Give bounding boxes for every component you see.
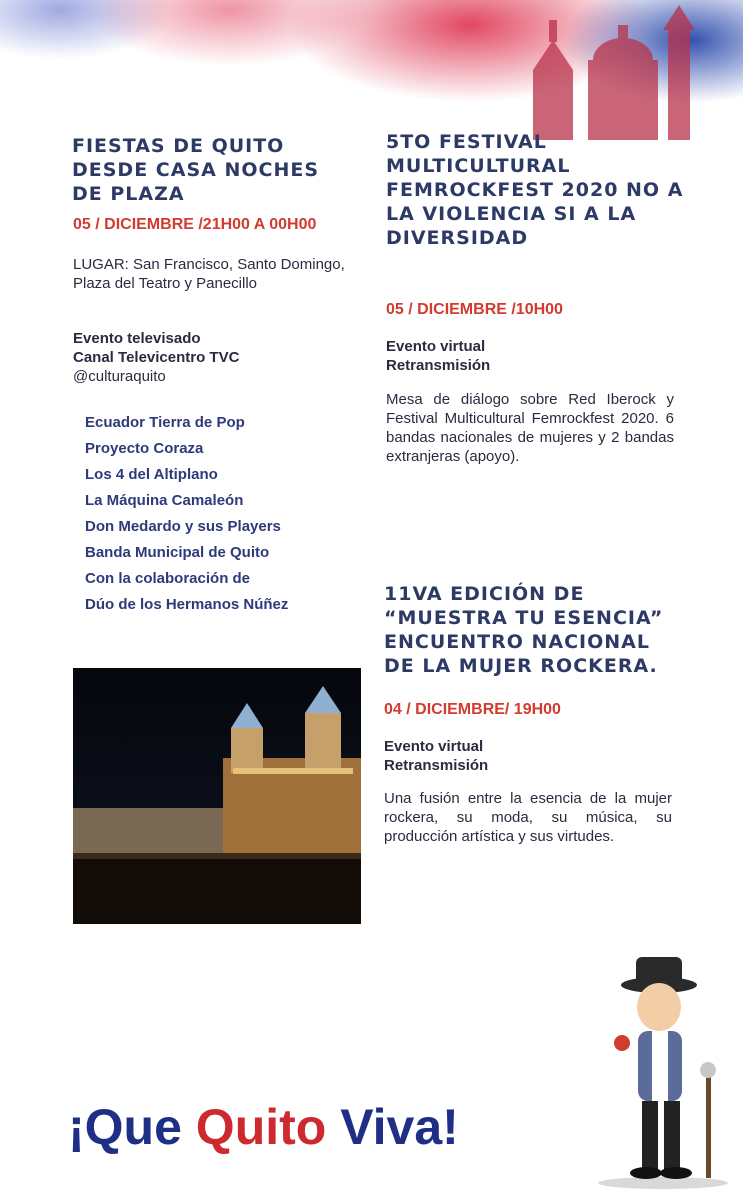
right-event-1-mode <box>386 337 490 375</box>
mode-line: Retransmisión <box>386 357 491 374</box>
night-church-photo <box>73 668 361 924</box>
slogan-highlight: Quito <box>195 1099 327 1155</box>
lineup-item: Ecuador Tierra de Pop <box>85 414 245 431</box>
lineup-item: Con la colaboración de <box>85 570 251 587</box>
lineup-item: Banda Municipal de Quito <box>85 544 270 561</box>
right-event-2-mode <box>384 737 488 775</box>
broadcast-line: Evento televisado <box>73 330 201 347</box>
left-event-title: FIESTAS DE QUITO DESDE CASA NOCHES DE PLAZA <box>72 135 320 205</box>
right-event-2-description: Una fusión entre la esencia de la mujer rockera, su moda, su música, su producción artística y sus virtudes. <box>384 790 672 845</box>
mode-line: Evento virtual <box>384 738 484 755</box>
left-event-broadcast <box>73 329 239 386</box>
broadcast-line: Canal Televicentro TVC <box>73 349 240 366</box>
lineup-item: Proyecto Coraza <box>85 440 204 457</box>
broadcast-line: @culturaquito <box>73 368 166 385</box>
lineup-item: La Máquina Camaleón <box>85 492 244 509</box>
church-skyline-illustration <box>493 0 743 150</box>
right-event-1-date: 05 / DICIEMBRE /10H00 <box>386 301 563 318</box>
mode-line: Retransmisión <box>384 757 489 774</box>
lineup-list <box>85 410 288 618</box>
mode-line: Evento virtual <box>386 338 486 355</box>
lineup-item: Dúo de los Hermanos Núñez <box>85 596 289 613</box>
right-event-2-date: 04 / DICIEMBRE/ 19H00 <box>384 701 561 718</box>
lineup-item: Don Medardo y sus Players <box>85 518 281 535</box>
right-event-1-title: 5TO FESTIVAL MULTICULTURAL FEMROCKFEST 2020 NO A LA VIOLENCIA SI A LA DIVERSIDAD <box>386 131 684 249</box>
right-event-1-description: Mesa de diálogo sobre Red Iberock y Festival Multicultural Femrockfest 2020. 6 bandas nacionales de mujeres y 2 bandas extranjeras (apoyo). <box>386 391 674 465</box>
right-event-2-title: 11VA EDICIÓN DE “MUESTRA TU ESENCIA” ENCUENTRO NACIONAL DE LA MUJER ROCKERA. <box>384 583 664 677</box>
mascot-character-illustration <box>588 945 738 1190</box>
left-event-location: LUGAR: San Francisco, Santo Domingo, Plaza del Teatro y Panecillo <box>73 256 345 292</box>
slogan-part: ¡Que <box>68 1099 196 1155</box>
slogan-part: Viva! <box>326 1099 459 1155</box>
left-event-date: 05 / DICIEMBRE /21H00 A 00H00 <box>73 216 317 233</box>
lineup-item: Los 4 del Altiplano <box>85 466 218 483</box>
slogan <box>68 1098 459 1156</box>
